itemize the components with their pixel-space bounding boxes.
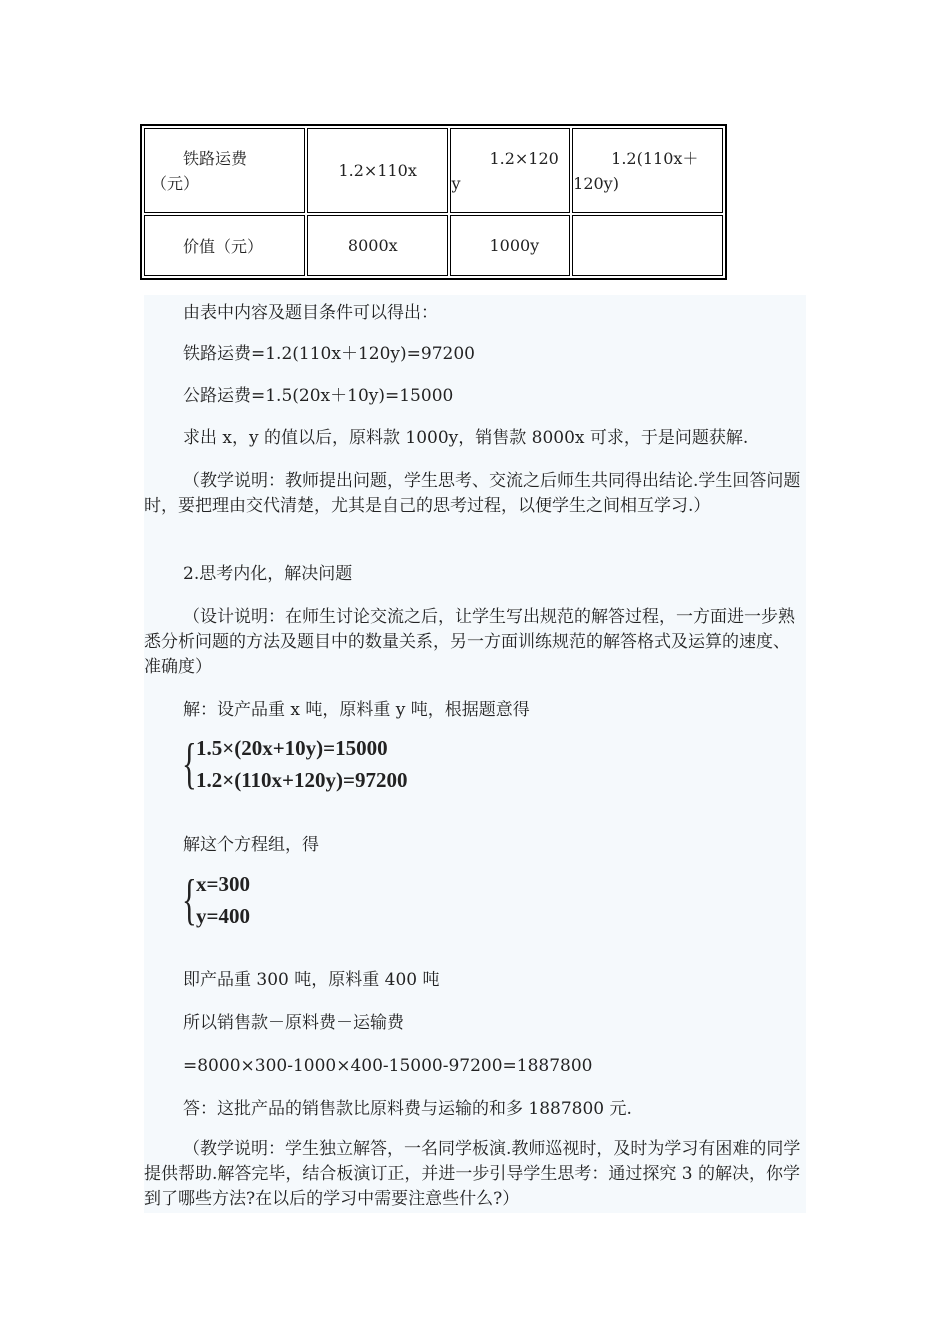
paragraph: 即产品重 300 吨，原料重 400 吨 [183,970,440,990]
table-cell [307,128,449,213]
row-label-part2: （元） [151,173,200,193]
freight-table [140,124,727,280]
table-cell [450,215,570,276]
equation-system-2 [182,869,382,942]
paragraph: 求出 x，y 的值以后，原料款 1000y，销售款 8000x 可求，于是问题获解. [183,428,749,448]
paragraph: 解这个方程组，得 [183,835,319,855]
content-block [144,295,806,1213]
table-cell [307,215,449,276]
paragraph: （教学说明：学生独立解答，一名同学板演.教师巡视时，及时为学习有困难的同学提供帮助.解答完毕，结合板演订正，并进一步引导学生思考：通过探究 3 的解决，你学到了哪些方法?在以后的学习中需要注意些什么?） [144,1139,801,1209]
cell-value-part1: 1.2(110x＋ [611,148,699,168]
row-label-part1: 铁路运费 [183,148,248,168]
brace-symbol: { [182,869,197,931]
cell-value-part1: 1.2×120 [489,148,559,168]
paragraph: （教学说明：教师提出问题，学生思考、交流之后师生共同得出结论.学生回答问题时，要把理由交代清楚，尤其是自己的思考过程，以便学生之间相互学习.） [144,471,801,516]
table-row [144,215,723,276]
paragraph: 所以销售款－原料费－运输费 [183,1013,404,1033]
table-cell [144,215,305,276]
equation-line: y=400 [196,904,250,928]
table-row [144,128,723,213]
equation-line: 1.5×(20x+10y)=15000 [196,736,388,760]
cell-value: 1000y [489,236,540,255]
cell-value-part2: y [451,173,461,193]
section-heading: 2.思考内化，解决问题 [183,564,353,584]
table-cell [572,128,723,213]
cell-value-part2: 120y) [573,173,619,193]
row-label: 价值（元） [183,237,264,256]
paragraph: =8000×300-1000×400-15000-97200=1887800 [183,1056,593,1076]
paragraph: 答：这批产品的销售款比原料费与运输的和多 1887800 元. [183,1099,632,1119]
equation-line: 1.2×(110x+120y)=97200 [196,768,408,792]
paragraph: 铁路运费=1.2(110x＋120y)=97200 [183,344,475,364]
table-cell [450,128,570,213]
paragraph: 由表中内容及题目条件可以得出： [183,303,438,323]
cell-value: 1.2×110x [338,161,417,180]
equation-line: x=300 [196,872,250,896]
paragraph: （设计说明：在师生讨论交流之后，让学生写出规范的解答过程，一方面进一步熟悉分析问题的方法及题目中的数量关系，另一方面训练规范的解答格式及运算的速度、准确度） [144,607,795,677]
table-cell [144,128,305,213]
brace-symbol: { [182,733,197,795]
paragraph: 公路运费=1.5(20x＋10y)=15000 [183,386,454,406]
paragraph: 解：设产品重 x 吨，原料重 y 吨，根据题意得 [183,700,530,720]
table-cell [572,215,723,276]
cell-value: 8000x [347,236,398,255]
equation-system-1 [182,733,482,806]
